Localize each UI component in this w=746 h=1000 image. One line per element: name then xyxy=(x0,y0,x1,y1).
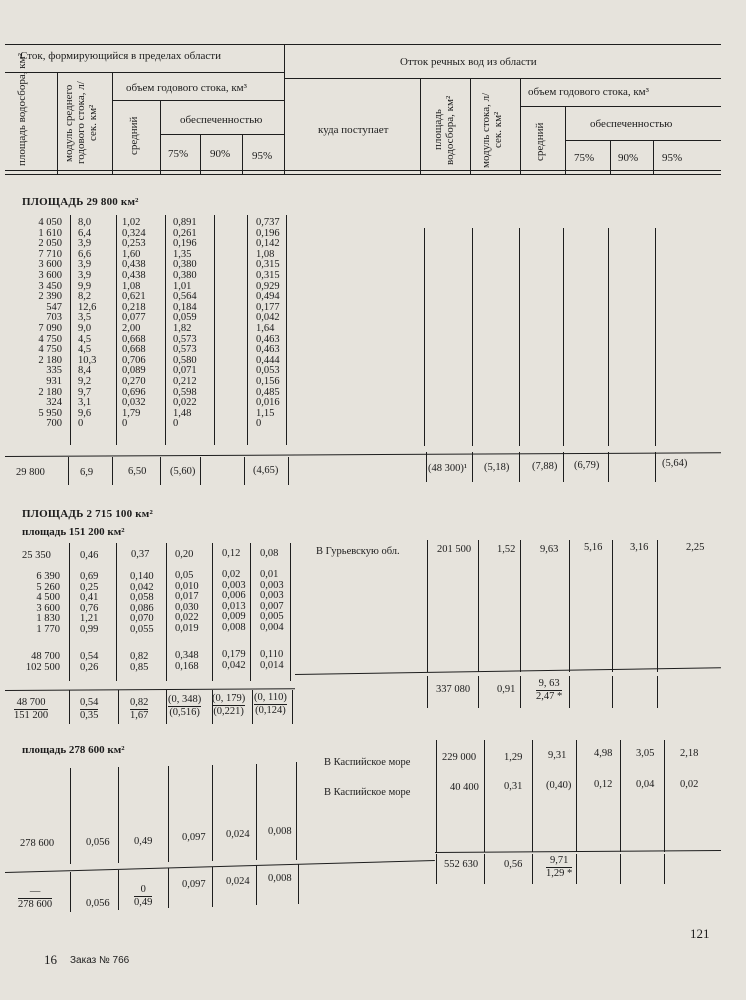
header-left-group: Сток, формирующийся в пределах области xyxy=(20,50,221,62)
s2-total-area-r: 337 080 xyxy=(436,684,471,695)
s1-area-column: 4 050 1 610 2 050 7 710 3 600 3 600 3 450 2 390 547 703 7 090 4 750 4 750 2 180 335 931 2 180 324 5 950 700 xyxy=(38,217,62,430)
s2-area-column: 6 390 5 260 4 500 3 600 1 830 1 770 xyxy=(36,571,60,635)
s1-total-module-r: (5,18) xyxy=(484,462,510,473)
header-volume-r: объем годового стока, км³ xyxy=(528,86,649,98)
header-volume: объем годового стока, км³ xyxy=(126,82,247,94)
header-mean-r: средний xyxy=(534,122,546,162)
s1-p95-column: 0,737 0,196 0,142 1,08 0,315 0,315 0,929 0,494 0,177 0,042 1,64 0,463 0,463 0,444 0,053 0,156 0,485 0,016 1,15 0 xyxy=(256,217,280,430)
s1-p75-column: 0,891 0,261 0,196 1,35 0,380 0,380 1,01 0,564 0,184 0,059 1,82 0,573 0,573 0,580 0,071 0,212 0,598 0,022 1,48 0 xyxy=(173,217,197,430)
s1-total-p75: (5,60) xyxy=(170,466,196,477)
s3-row-mean: 0,49 xyxy=(134,836,153,847)
s1-mean-column: 1,02 0,324 0,253 1,60 0,438 0,438 1,08 0,621 0,218 0,077 2,00 0,668 0,668 0,706 0,089 0,270 0,696 0,032 1,79 0 xyxy=(122,217,146,430)
s2-row1-p95: 0,08 xyxy=(260,548,279,559)
s3-total-area-r: 552 630 xyxy=(444,859,479,870)
s3-outflow2-p75: 0,12 xyxy=(594,779,613,790)
section-2-title: ПЛОЩАДЬ 2 715 100 км² xyxy=(22,508,154,520)
s3-outflow2-module: 0,31 xyxy=(504,781,523,792)
header-p90-r: 90% xyxy=(618,152,639,164)
header-p75: 75% xyxy=(168,148,189,160)
s2-row1-module: 0,46 xyxy=(80,550,99,561)
header-area-r: площадь водосбора, км² xyxy=(432,95,456,165)
order-label: Заказ № 766 xyxy=(70,955,130,966)
s2-mean2-column: 0,82 0,85 xyxy=(130,651,149,673)
header-mean: средний xyxy=(128,116,140,156)
s1-total-area-r: (48 300)¹ xyxy=(428,463,468,474)
header-provision-r: обеспеченностью xyxy=(590,118,673,130)
s3-outflow2-p90: 0,04 xyxy=(636,779,655,790)
s3-total-p75: 0,097 xyxy=(182,879,206,890)
header-module: модуль среднего годового стока, л/сек. км² xyxy=(63,81,99,165)
s3-total-mean-r: $\frac{9,71}{1,29 *}$ xyxy=(546,855,573,879)
s2-area2-column: 48 700 102 500 xyxy=(25,651,60,673)
s3-outflow1-p90: 3,05 xyxy=(636,748,655,759)
s3-outflow2-mean: (0,40) xyxy=(546,780,572,791)
s1-total-p95: (4,65) xyxy=(253,465,279,476)
header-destination: куда поступает xyxy=(318,124,389,136)
s2-row1-p90: 0,12 xyxy=(222,548,241,559)
s3-total-module-r: 0,56 xyxy=(504,859,523,870)
header-module-r: модуль стока, л/сек. км² xyxy=(480,92,504,168)
s2-p75-column: 0,05 0,010 0,017 0,030 0,022 0,019 xyxy=(175,570,199,634)
header-p75-r: 75% xyxy=(574,152,595,164)
page-number: 121 xyxy=(690,926,710,941)
s3-outflow1-p95: 2,18 xyxy=(680,748,699,759)
s3-total-p90: 0,024 xyxy=(226,876,250,887)
s3-outflow1-dest: В Каспийское море xyxy=(324,757,411,768)
s2-outflow-mean: 9,63 xyxy=(540,544,559,555)
s1-module-column: 8,0 6,4 3,9 6,6 3,9 3,9 9,9 8,2 12,6 3,5 9,0 4,5 4,5 10,3 8,4 9,2 9,7 3,1 9,6 0 xyxy=(78,217,97,430)
s3-outflow1-p75: 4,98 xyxy=(594,748,613,759)
header-p90: 90% xyxy=(210,148,231,160)
s2-row1-p75: 0,20 xyxy=(175,549,194,560)
s3-total-module: 0,056 xyxy=(86,898,110,909)
section-3-subtitle: площадь 278 600 км² xyxy=(22,744,125,756)
s1-total-mean: 6,50 xyxy=(128,466,147,477)
s2-outflow-p95: 2,25 xyxy=(686,542,705,553)
s3-outflow2-dest: В Каспийское море xyxy=(324,787,411,798)
header-right-group: Отток речных вод из области xyxy=(400,56,537,68)
s2-module2-column: 0,54 0,26 xyxy=(80,651,99,673)
s3-row-p90: 0,024 xyxy=(226,829,250,840)
s2-row1-mean: 0,37 xyxy=(131,549,150,560)
s3-outflow1-area: 229 000 xyxy=(442,752,477,763)
s3-outflow2-p95: 0,02 xyxy=(680,779,699,790)
s2-p90-2-column: 0,179 0,042 xyxy=(222,649,246,671)
section-1-title: ПЛОЩАДЬ 29 800 км² xyxy=(22,196,139,208)
s2-total-module: $\frac{0,54}{0,35}$ xyxy=(80,697,99,721)
s2-p95-2-column: 0,110 0,014 xyxy=(260,649,284,671)
s3-outflow1-module: 1,29 xyxy=(504,752,523,763)
s2-total-p95: $\frac{(0, 110)}{(0,124)}$ xyxy=(254,692,287,716)
s2-total-p75: $\frac{(0, 348)}{(0,516)}$ xyxy=(168,694,202,718)
s3-row-p75: 0,097 xyxy=(182,832,206,843)
s2-outflow-p75: 5,16 xyxy=(584,542,603,553)
s2-mean-column: 0,140 0,042 0,058 0,086 0,070 0,055 xyxy=(130,571,154,635)
s1-total-area: 29 800 xyxy=(16,467,45,478)
s3-total-area: — 278 600 xyxy=(18,886,53,910)
s2-total-module-r: 0,91 xyxy=(497,684,516,695)
s2-total-mean-r: $\frac{9, 63}{2,47 *}$ xyxy=(536,678,563,702)
s2-module-column: 0,69 0,25 0,41 0,76 1,21 0,99 xyxy=(80,571,99,635)
header-p95: 95% xyxy=(252,150,273,162)
s3-row-area: 278 600 xyxy=(20,838,55,849)
s1-total-module: 6,9 xyxy=(80,467,94,478)
s3-row-p95: 0,008 xyxy=(268,826,292,837)
s2-p90-column: 0,02 0,003 0,006 0,013 0,009 0,008 xyxy=(222,569,246,633)
header-area: площадь водосбора, км² xyxy=(16,53,28,166)
s1-total-p95-r: (5,64) xyxy=(662,458,688,469)
s1-total-mean-r: (7,88) xyxy=(532,461,558,472)
s2-total-p90: $\frac{(0, 179)}{(0,221)}$ xyxy=(212,693,246,717)
s2-total-area: $\frac{48 700}{151 200}$ xyxy=(14,697,49,721)
s2-row1-area: 25 350 xyxy=(22,550,51,561)
s3-total-mean: $\frac{0}{0,49}$ xyxy=(134,884,153,908)
s2-outflow-p90: 3,16 xyxy=(630,542,649,553)
s3-row-module: 0,056 xyxy=(86,837,110,848)
s2-outflow-area: 201 500 xyxy=(437,544,472,555)
s2-outflow-module: 1,52 xyxy=(497,544,516,555)
s2-outflow-dest: В Гурьевскую обл. xyxy=(316,546,400,557)
s2-p95-column: 0,01 0,003 0,003 0,007 0,005 0,004 xyxy=(260,569,284,633)
section-2-subtitle: площадь 151 200 км² xyxy=(22,526,125,538)
s1-total-p75-r: (6,79) xyxy=(574,460,600,471)
s2-p75-2-column: 0,348 0,168 xyxy=(175,650,199,672)
signature-number: 16 xyxy=(44,952,57,967)
s2-total-mean: $\frac{0,82}{1,67}$ xyxy=(130,697,149,721)
s3-outflow1-mean: 9,31 xyxy=(548,750,567,761)
s3-total-p95: 0,008 xyxy=(268,873,292,884)
header-p95-r: 95% xyxy=(662,152,683,164)
s3-outflow2-area: 40 400 xyxy=(450,782,479,793)
header-provision: обеспеченностью xyxy=(180,114,263,126)
